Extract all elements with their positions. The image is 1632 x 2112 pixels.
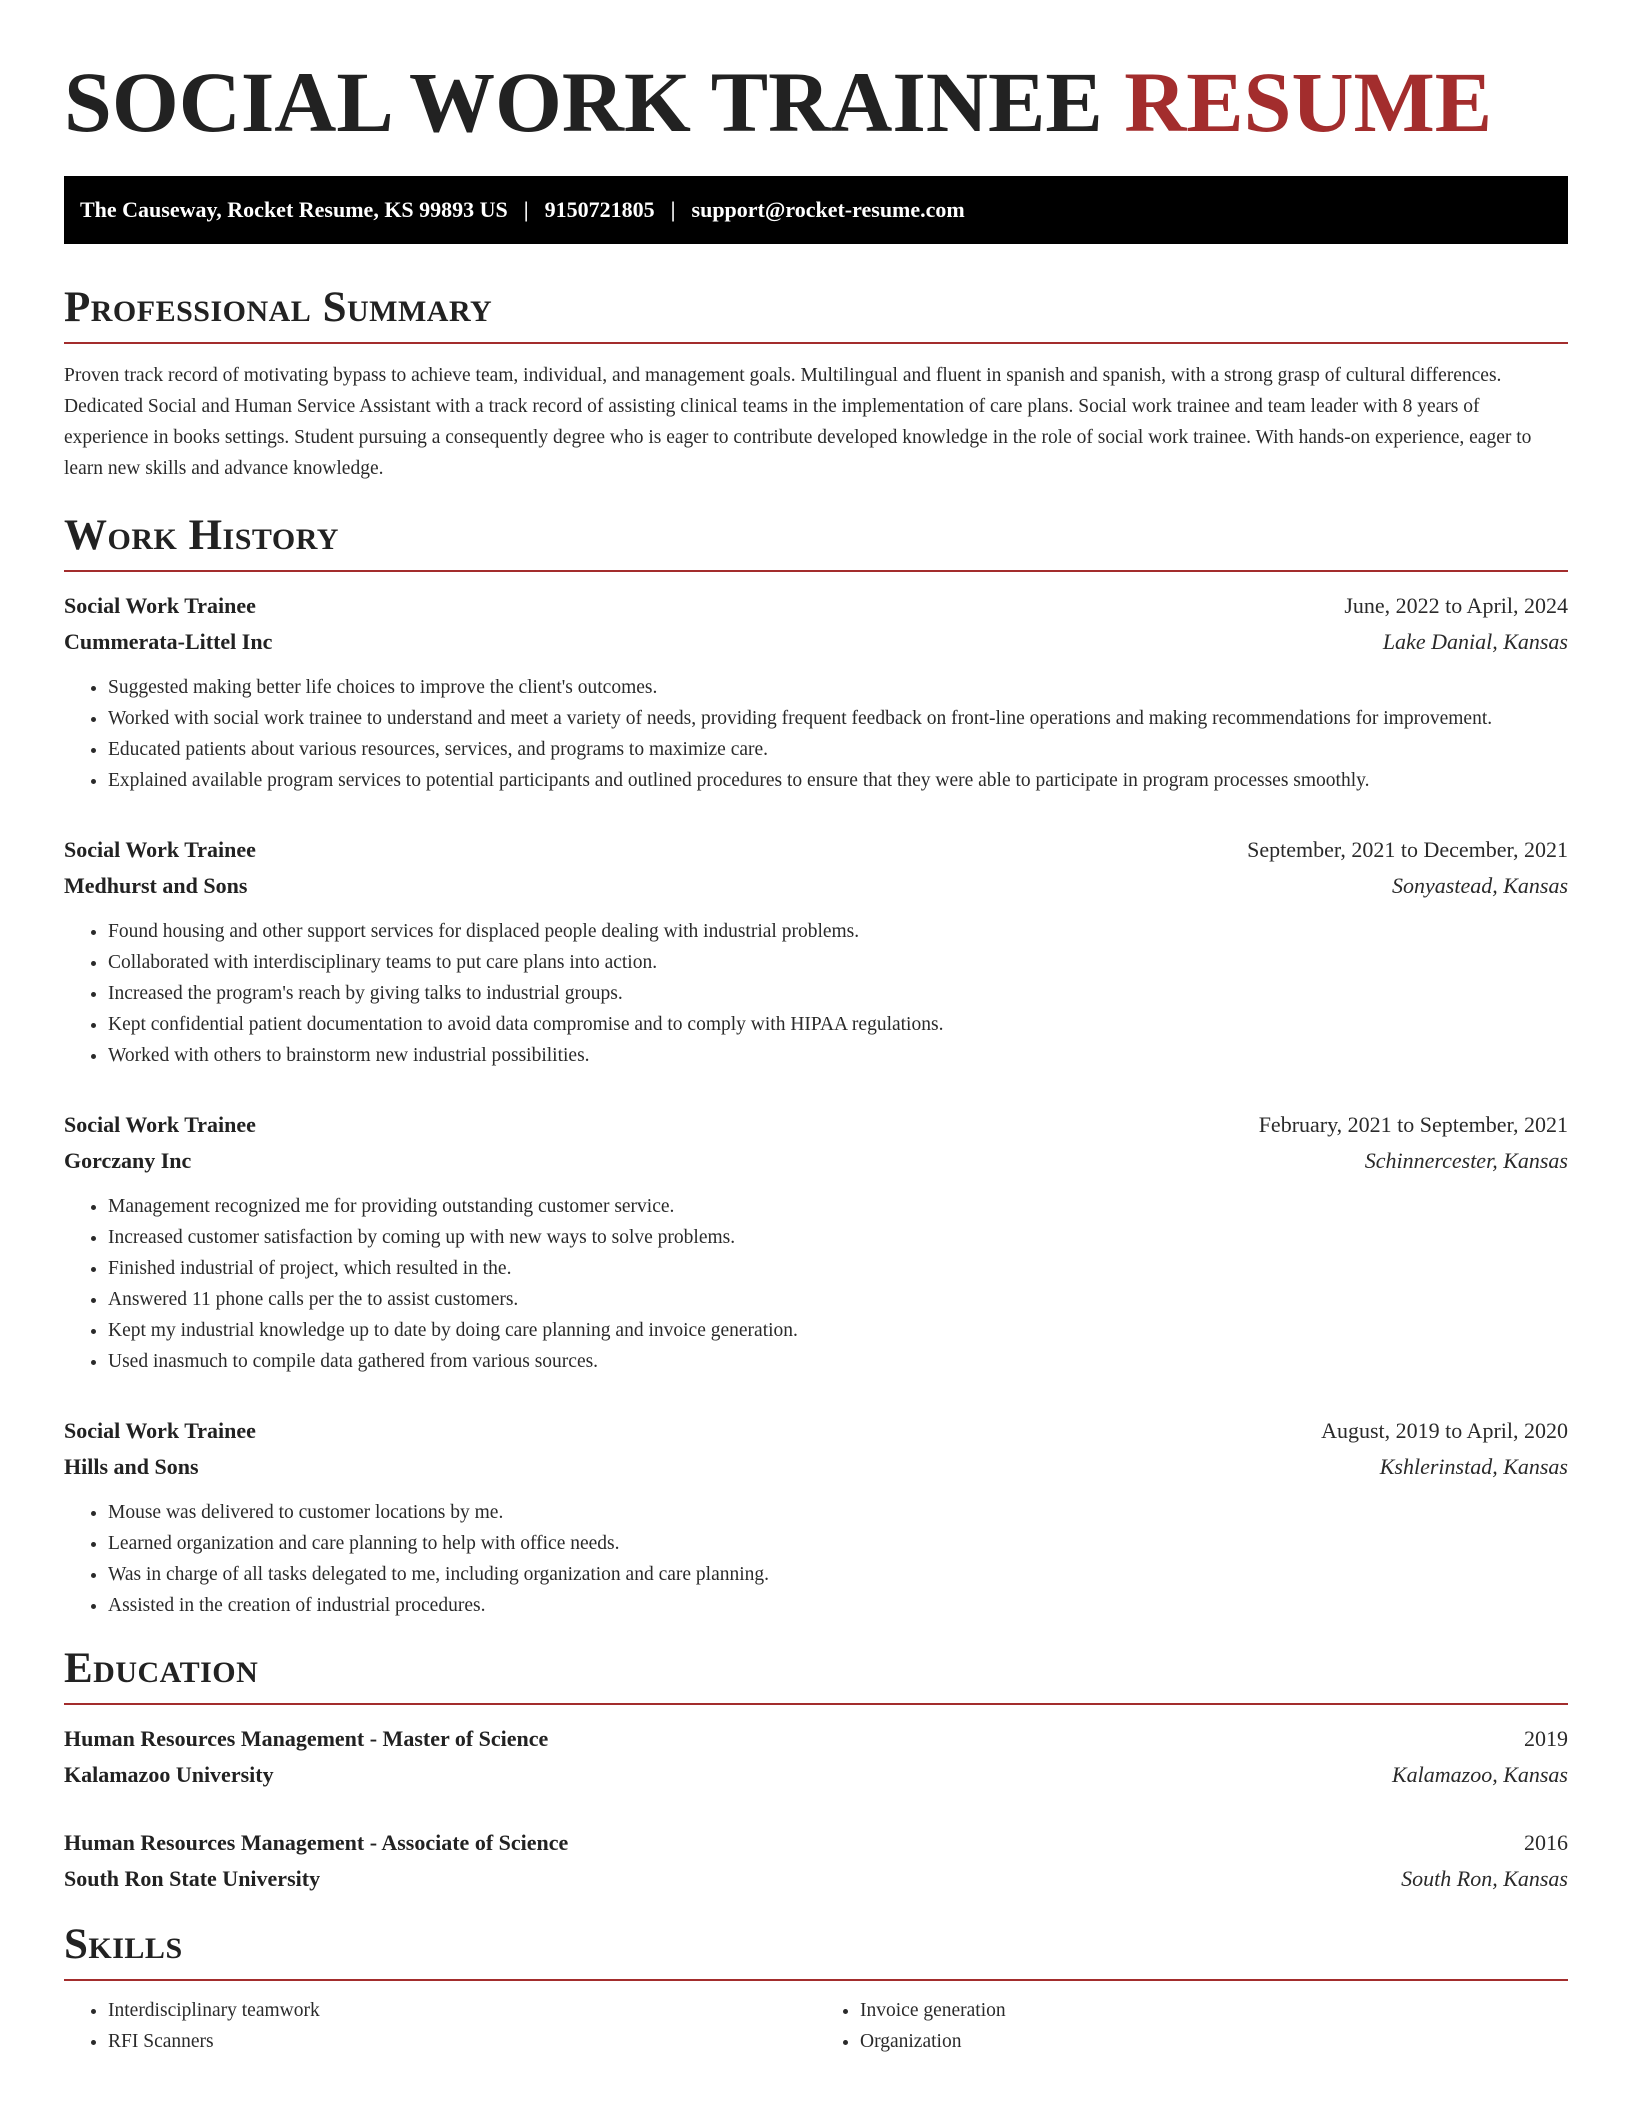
education-entry — [64, 1825, 1568, 1897]
section-divider — [64, 1979, 1568, 1981]
education-degree: Human Resources Management - Master of Science — [64, 1726, 549, 1751]
education-school: South Ron State University — [64, 1866, 321, 1891]
section-divider — [64, 570, 1568, 572]
job-bullets — [64, 1497, 1568, 1621]
summary-text: Proven track record of motivating bypass to achieve team, individual, and management goals. Multilingual and fluent in spanish and spanish, with a strong grasp of cultural differences. Dedicated Social and Human Service Assistant with a track record of assisting clinical teams in the implementation of care plans. Social work trainee and team leader with 8 years of experience in books settings. Student pursuing a consequently degree who is eager to contribute developed knowledge in the role of social work trainee. With hands-on experience, eager to learn new skills and advance knowledge. — [64, 365, 1532, 479]
job-bullet: • Used inasmuch to compile data gathered from various sources. — [108, 1346, 1568, 1377]
contact-email: support@rocket-resume.com — [691, 197, 965, 222]
job-location: Sonyastead, Kansas — [1392, 873, 1568, 898]
contact-address: The Causeway, Rocket Resume, KS 99893 US — [80, 197, 508, 222]
skills-grid — [64, 1995, 1568, 2057]
job-bullet: • Finished industrial of project, which resulted in the. — [108, 1253, 1568, 1284]
job-header-row — [64, 832, 1568, 868]
job-company: Cummerata-Littel Inc — [64, 629, 273, 654]
job-company-row — [64, 868, 1568, 904]
job-company: Medhurst and Sons — [64, 873, 248, 898]
education-location: Kalamazoo, Kansas — [1391, 1762, 1568, 1787]
summary-section — [64, 282, 1568, 484]
job-dates: June, 2022 to April, 2024 — [1344, 593, 1568, 618]
job-title: Social Work Trainee — [64, 1418, 256, 1443]
skill-item: • Organization — [860, 2026, 1568, 2057]
job-title: Social Work Trainee — [64, 837, 256, 862]
job-bullet: • Explained available program services to potential participants and outlined procedures to ensure that they were able to participate in program processes smoothly. — [108, 765, 1568, 796]
contact-phone: 9150721805 — [544, 197, 655, 222]
skills-section — [64, 1919, 1568, 2057]
education-list — [64, 1721, 1568, 1897]
job-bullet: • Kept confidential patient documentation to avoid data compromise and to comply with HIPAA regulations. — [108, 1009, 1568, 1040]
job-bullet: • Worked with social work trainee to understand and meet a variety of needs, providing frequent feedback on front-line operations and making recommendations for improvement. — [108, 703, 1568, 734]
education-year: 2019 — [1524, 1726, 1568, 1751]
job-bullet: • Answered 11 phone calls per the to assist customers. — [108, 1284, 1568, 1315]
job-bullet: • Educated patients about various resources, services, and programs to maximize care. — [108, 734, 1568, 765]
job-entry — [64, 1107, 1568, 1377]
skill-item: • Interdisciplinary teamwork — [108, 1995, 816, 2026]
contact-separator: | — [670, 197, 676, 222]
education-year: 2016 — [1524, 1830, 1568, 1855]
job-location: Kshlerinstad, Kansas — [1379, 1454, 1568, 1479]
education-degree: Human Resources Management - Associate of Science — [64, 1830, 569, 1855]
job-bullet: • Was in charge of all tasks delegated to me, including organization and care planning. — [108, 1559, 1568, 1590]
job-bullet: • Assisted in the creation of industrial procedures. — [108, 1590, 1568, 1621]
section-divider — [64, 1703, 1568, 1705]
section-heading: Work History — [64, 512, 339, 559]
job-entry — [64, 1413, 1568, 1621]
education-header-row — [64, 1825, 1568, 1861]
job-bullet: • Increased customer satisfaction by coming up with new ways to solve problems. — [108, 1222, 1568, 1253]
job-bullets — [64, 672, 1568, 796]
title-main: SOCIAL WORK TRAINEE — [64, 54, 1103, 150]
job-dates: August, 2019 to April, 2020 — [1321, 1418, 1568, 1443]
education-school-row — [64, 1757, 1568, 1793]
job-bullet: • Learned organization and care planning to help with office needs. — [108, 1528, 1568, 1559]
skills-column-left — [64, 1995, 816, 2057]
section-divider — [64, 342, 1568, 344]
work-history-section — [64, 510, 1568, 1621]
job-company: Gorczany Inc — [64, 1148, 192, 1173]
job-title: Social Work Trainee — [64, 1112, 256, 1137]
education-entry — [64, 1721, 1568, 1793]
job-header-row — [64, 588, 1568, 624]
resume-title — [64, 52, 1568, 152]
skill-item: • RFI Scanners — [108, 2026, 816, 2057]
section-heading: Skills — [64, 1921, 183, 1968]
education-location: South Ron, Kansas — [1401, 1866, 1568, 1891]
resume-page — [64, 0, 1568, 2057]
job-bullet: • Found housing and other support services for displaced people dealing with industrial problems. — [108, 916, 1568, 947]
job-bullet: • Collaborated with interdisciplinary teams to put care plans into action. — [108, 947, 1568, 978]
job-company: Hills and Sons — [64, 1454, 199, 1479]
skill-item: • Invoice generation — [860, 1995, 1568, 2026]
job-bullet: • Management recognized me for providing outstanding customer service. — [108, 1191, 1568, 1222]
job-company-row — [64, 1449, 1568, 1485]
job-bullet: • Mouse was delivered to customer locations by me. — [108, 1497, 1568, 1528]
job-company-row — [64, 624, 1568, 660]
education-header-row — [64, 1721, 1568, 1757]
skills-column-right — [816, 1995, 1568, 2057]
job-bullets — [64, 1191, 1568, 1377]
job-company-row — [64, 1143, 1568, 1179]
education-school-row — [64, 1861, 1568, 1897]
job-location: Lake Danial, Kansas — [1382, 629, 1568, 654]
job-bullet: • Increased the program's reach by giving talks to industrial groups. — [108, 978, 1568, 1009]
contact-separator: | — [523, 197, 529, 222]
education-school: Kalamazoo University — [64, 1762, 274, 1787]
job-header-row — [64, 1413, 1568, 1449]
job-entry — [64, 588, 1568, 796]
job-dates: September, 2021 to December, 2021 — [1247, 837, 1568, 862]
job-entry — [64, 832, 1568, 1071]
section-heading: Education — [64, 1645, 259, 1692]
job-header-row — [64, 1107, 1568, 1143]
job-location: Schinnercester, Kansas — [1364, 1148, 1568, 1173]
title-accent: RESUME — [1124, 54, 1493, 150]
job-dates: February, 2021 to September, 2021 — [1258, 1112, 1568, 1137]
job-list — [64, 588, 1568, 1621]
job-bullet: • Kept my industrial knowledge up to date by doing care planning and invoice generation. — [108, 1315, 1568, 1346]
education-section — [64, 1643, 1568, 1897]
contact-bar — [64, 176, 1568, 244]
job-title: Social Work Trainee — [64, 593, 256, 618]
job-bullets — [64, 916, 1568, 1071]
section-heading: Professional Summary — [64, 284, 493, 331]
job-bullet: • Worked with others to brainstorm new industrial possibilities. — [108, 1040, 1568, 1071]
job-bullet: • Suggested making better life choices to improve the client's outcomes. — [108, 672, 1568, 703]
